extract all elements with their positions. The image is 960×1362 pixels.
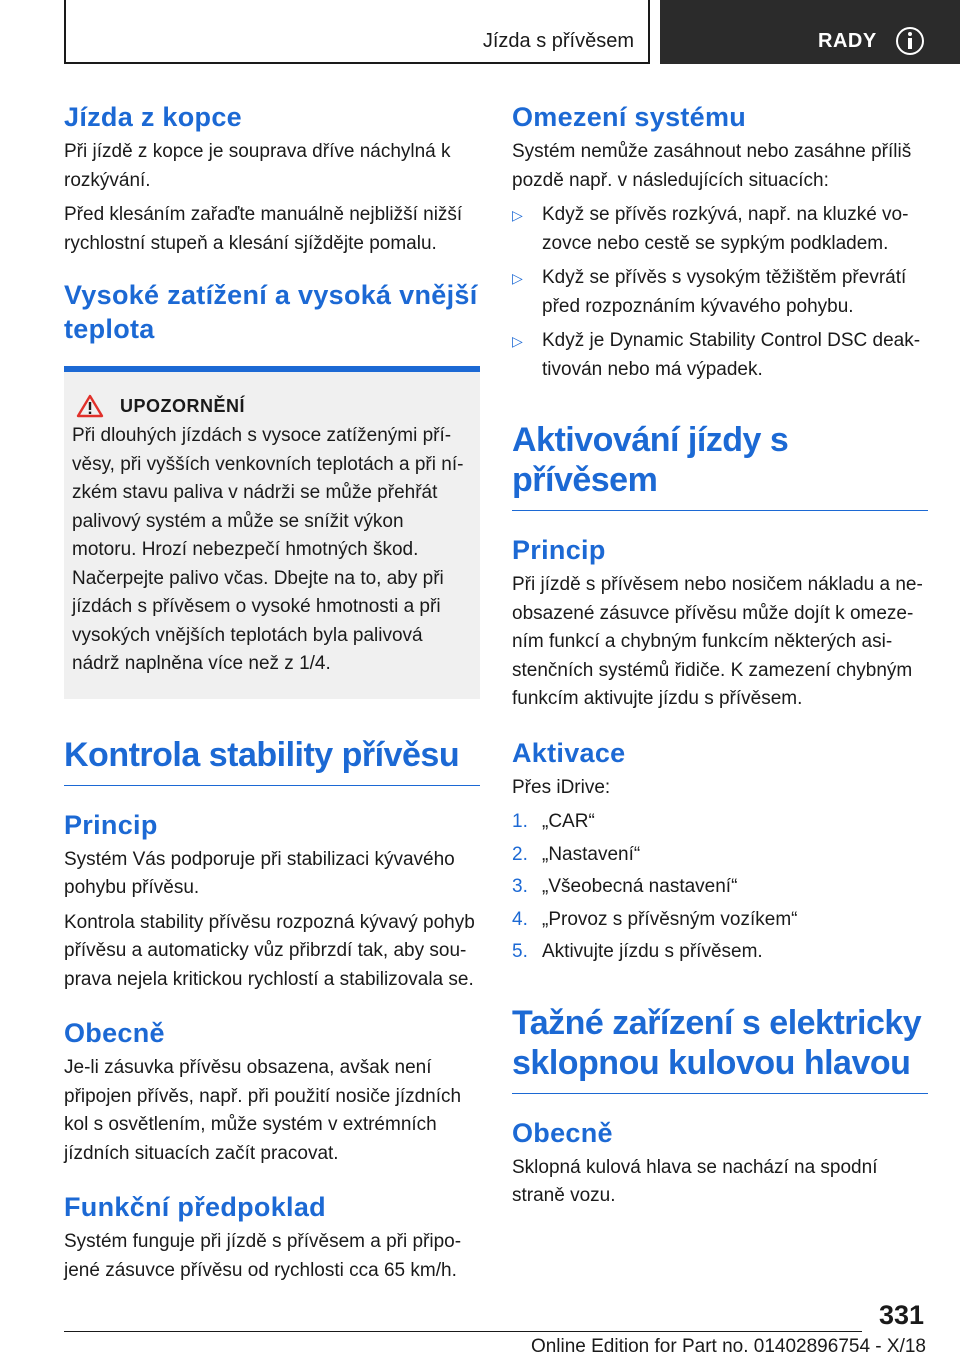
footer-divider xyxy=(64,1331,862,1332)
paragraph: Přes iDrive: xyxy=(512,776,611,798)
triangle-bullet-icon: ▷ xyxy=(512,333,523,349)
list-item: ▷ Když se přívěs s vysokým těžištěm převrátí před rozpoznáním kývavého pohybu. xyxy=(512,264,928,321)
heading-high-load: Vysoké zatížení a vysoká vnější teplota xyxy=(64,280,478,344)
warning-text: Při dlouhých jízdách s vysoce zatíženými přívěsy, při vyšších venkovních teplotách a při nízkém stavu paliva v nádrži se může přehřát palivový systém a může se snížit výkon motoru. Hrozí nebezpečí hmotných škod. Načerpejte palivo včas. Dbejte na to, aby při jízdách s přívěsem o vysoké hmotnosti a při vysokých vnějších teplotách byla palivová nádrž naplněna více než z 1/4. xyxy=(72,425,464,674)
paragraph: Je-li zásuvka přívěsu obsazena, avšak není připojen přívěs, např. při použití nosiče jízdních kol s osvětlením, může systém v extrémních jízdních situacích začít pracovat. xyxy=(64,1057,462,1164)
section-title-activation: Aktivování jízdy s přívěsem xyxy=(512,420,928,511)
left-column xyxy=(64,100,480,1291)
list-item: 2. „Nastavení“ xyxy=(512,843,641,865)
triangle-bullet-icon: ▷ xyxy=(512,270,523,286)
list-item: ▷ Když se přívěs rozkývá, např. na kluzké vozovce nebo cestě se sypkým podkladem. xyxy=(512,201,928,258)
footer-edition: Online Edition for Part no. 01402896754 - X/18 xyxy=(530,1336,926,1357)
limits-list xyxy=(512,201,928,384)
paragraph: Systém funguje při jízdě s přívěsem a při připojené zásuvce přívěsu od rychlosti cca 65 km/h. xyxy=(64,1231,462,1281)
activation-steps xyxy=(512,808,928,967)
heading-downhill: Jízda z kopce xyxy=(64,102,242,132)
list-item: ▷ Když je Dynamic Stability Control DSC deaktivován nebo má výpadek. xyxy=(512,327,928,384)
triangle-bullet-icon: ▷ xyxy=(512,207,523,223)
paragraph: Před klesáním zařaďte manuálně nejbližší nižší rychlostní stupeň a klesání sjíždějte pomalu. xyxy=(64,204,463,254)
list-item: 5. Aktivujte jízdu s přívěsem. xyxy=(512,941,763,962)
page-number: 331 xyxy=(878,1300,924,1330)
right-column xyxy=(512,100,928,1217)
list-item: 1. „CAR“ xyxy=(512,811,595,832)
paragraph: Při jízdě s přívěsem nebo nosičem nákladu a neobsazené zásuvce přívěsu může dojít k omezením funkcí a chybným funkcím některých asistenčních systémů řidiče. K zamezení chybným funkcím aktivujte jízdu s přívěsem. xyxy=(512,574,923,709)
warning-title: UPOZORNĚNÍ xyxy=(120,395,246,416)
heading-principle: Princip xyxy=(512,535,606,565)
section-title-towbar: Tažné zařízení s elektricky sklopnou kulovou hlavou xyxy=(512,1003,928,1094)
heading-principle: Princip xyxy=(64,809,158,840)
paragraph: Při jízdě z kopce je souprava dříve náchylná k rozkývání. xyxy=(64,141,451,191)
header-chapter-box xyxy=(660,0,960,64)
heading-activation: Aktivace xyxy=(512,737,626,768)
warning-triangle-icon xyxy=(76,394,106,418)
list-item: 4. „Provoz s přívěsným vozíkem“ xyxy=(512,908,798,930)
paragraph: Systém nemůže zasáhnout nebo zasáhne příliš pozdě např. v následujících situacích: xyxy=(512,141,912,191)
header-section-box xyxy=(64,0,650,64)
heading-system-limits: Omezení systému xyxy=(512,102,747,132)
info-icon xyxy=(896,27,924,55)
warning-box xyxy=(64,366,480,699)
heading-general: Obecně xyxy=(64,1018,165,1048)
paragraph: Sklopná kulová hlava se nachází na spodní straně vozu. xyxy=(512,1156,878,1206)
header-section-title: Jízda s přívěsem xyxy=(482,30,634,52)
paragraph: Systém Vás podporuje při stabilizaci kývavého pohybu přívěsu. xyxy=(64,848,455,898)
heading-precondition: Funkční předpoklad xyxy=(64,1192,326,1222)
section-title-stability: Kontrola stability přívěsu xyxy=(64,735,480,786)
paragraph: Kontrola stability přívěsu rozpozná kývavý pohyb přívěsu a automaticky vůz přibrzdí tak, aby souprava nejela kritickou rychlostí a stabilizovala se. xyxy=(64,911,475,990)
heading-general: Obecně xyxy=(512,1117,613,1148)
list-item: 3. „Všeobecná nastavení“ xyxy=(512,876,738,897)
header-chapter-title: RADY xyxy=(818,30,877,52)
